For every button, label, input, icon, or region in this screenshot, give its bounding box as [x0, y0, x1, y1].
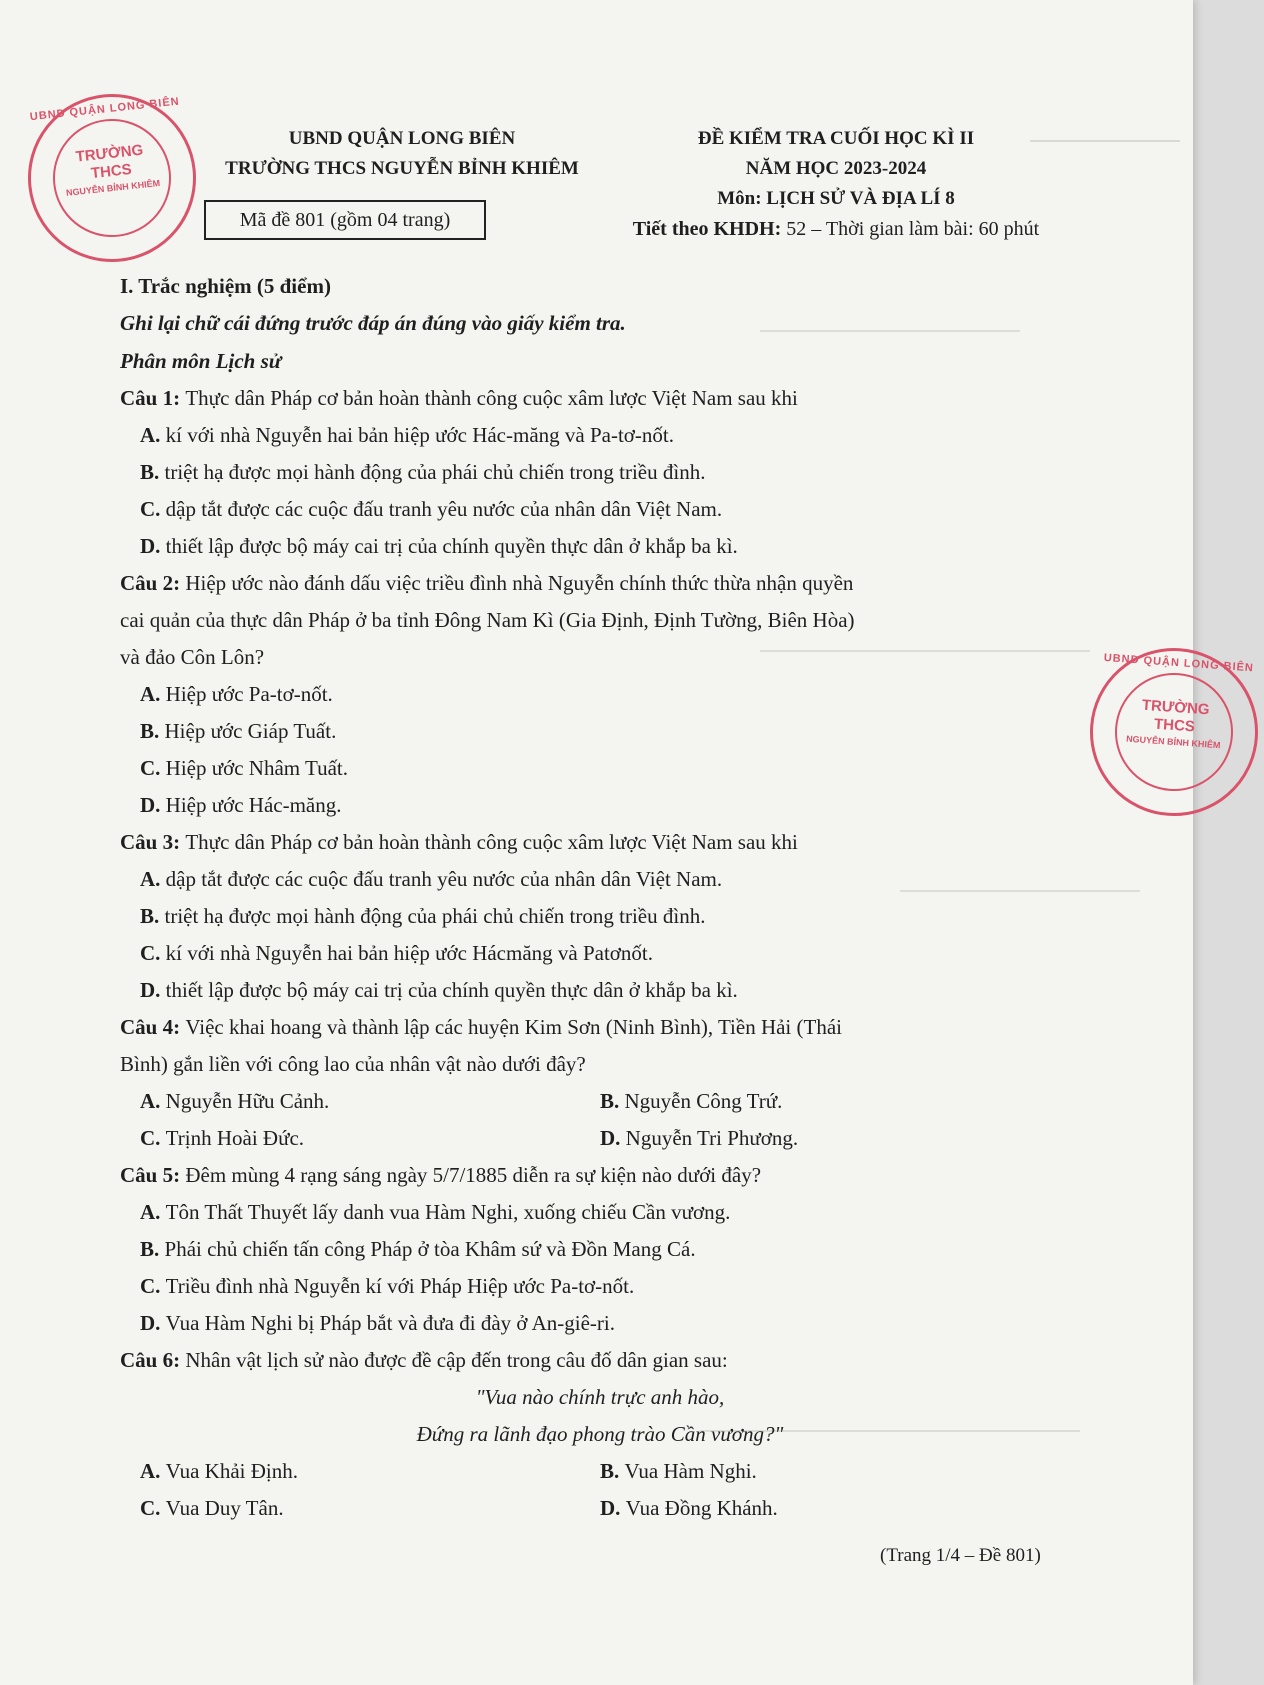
option-letter: B. — [140, 1237, 160, 1261]
option-letter: D. — [140, 793, 161, 817]
option-text: kí với nhà Nguyễn hai bản hiệp ước Hác-măng và Pa-tơ-nốt. — [165, 423, 674, 447]
answer-option — [600, 1083, 782, 1120]
question-text-line: cai quản của thực dân Pháp ở ba tỉnh Đông Nam Kì (Gia Định, Định Tường, Biên Hòa) — [120, 608, 855, 632]
answer-option — [120, 935, 1080, 972]
option-text: Nguyễn Hữu Cảnh. — [165, 1089, 330, 1113]
stamp-line-2: THCS — [90, 160, 133, 183]
option-text: thiết lập được bộ máy cai trị của chính quyền thực dân ở khắp ba kì. — [165, 534, 738, 558]
question-4 — [120, 1009, 1080, 1157]
option-letter: D. — [140, 978, 161, 1002]
option-letter: C. — [140, 1126, 161, 1150]
school-year: NĂM HỌC 2023-2024 — [745, 158, 927, 179]
question-number: Câu 1 : — [120, 386, 185, 410]
answer-option — [600, 1490, 778, 1527]
option-text: Hiệp ước Nhâm Tuất. — [165, 756, 348, 780]
option-letter: B. — [140, 904, 160, 928]
option-letter: D. — [140, 534, 161, 558]
option-letter: A. — [140, 1459, 161, 1483]
answer-row — [120, 1490, 1080, 1527]
question-stem — [120, 824, 1080, 861]
option-letter: C. — [140, 1274, 161, 1298]
option-text: Trịnh Hoài Đức. — [165, 1126, 305, 1150]
answer-row — [120, 1083, 1080, 1120]
option-text: Vua Hàm Nghi. — [624, 1459, 757, 1483]
option-text: Vua Duy Tân. — [165, 1496, 284, 1520]
option-text: triệt hạ được mọi hành động của phái chủ chiến trong triều đình. — [164, 904, 706, 928]
question-stem — [120, 380, 1080, 417]
option-letter: C. — [140, 941, 161, 965]
lesson-time: 52 – Thời gian làm bài: 60 phút — [781, 218, 1040, 240]
option-letter: D. — [600, 1496, 621, 1520]
answer-option — [120, 750, 1080, 787]
subject-name: Môn: LỊCH SỬ VÀ ĐỊA LÍ 8 — [717, 188, 955, 209]
option-text: Nguyễn Công Trứ. — [624, 1089, 783, 1113]
answer-option — [120, 898, 1080, 935]
answer-option — [120, 861, 1080, 898]
question-text: Thực dân Pháp cơ bản hoàn thành công cuộc xâm lược Việt Nam sau khi — [185, 830, 798, 854]
folk-riddle-line: "Vua nào chính trực anh hào, — [475, 1385, 725, 1409]
district-name: UBND QUẬN LONG BIÊN — [288, 128, 516, 149]
stamp-right-line-2: THCS — [1153, 715, 1196, 736]
question-number: Câu 3 : — [120, 830, 185, 854]
answer-option — [120, 417, 1080, 454]
question-3 — [120, 824, 1080, 1009]
exam-header — [586, 124, 1086, 214]
option-letter: B. — [140, 719, 160, 743]
question-number: Câu 6 : — [120, 1348, 185, 1372]
option-text: Hiệp ước Pa-tơ-nốt. — [165, 682, 333, 706]
stamp-right-line-1: TRƯỜNG — [1141, 696, 1211, 719]
lesson-and-time — [586, 218, 1086, 241]
stamp-line-3: NGUYỄN BỈNH KHIÊM — [65, 178, 161, 198]
question-5 — [120, 1157, 1080, 1342]
school-stamp — [20, 86, 205, 271]
exam-code-box: Mã đề 801 (gồm 04 trang) — [204, 200, 486, 240]
question-number: Câu 4 : — [120, 1015, 185, 1039]
option-letter: D. — [600, 1126, 621, 1150]
option-letter: A. — [140, 1089, 161, 1113]
answer-option — [120, 528, 1080, 565]
option-letter: A. — [140, 682, 161, 706]
option-text: Vua Hàm Nghi bị Pháp bắt và đưa đi đày ở An-giê-ri. — [165, 1311, 615, 1335]
option-letter: A. — [140, 1200, 161, 1224]
option-letter: B. — [600, 1089, 620, 1113]
school-name: TRƯỜNG THCS NGUYỄN BỈNH KHIÊM — [225, 158, 579, 179]
question-text: Nhân vật lịch sử nào được đề cập đến trong câu đố dân gian sau: — [185, 1348, 728, 1372]
answer-option — [600, 1120, 798, 1157]
question-stem — [120, 1342, 1080, 1379]
subpart-title: Phân môn Lịch sử — [120, 349, 282, 373]
answer-option — [120, 491, 1080, 528]
option-text: Hiệp ước Giáp Tuất. — [164, 719, 337, 743]
stamp-right-line-3: NGUYỄN BỈNH KHIÊM — [1125, 733, 1221, 751]
option-letter: A. — [140, 867, 161, 891]
option-text: dập tắt được các cuộc đấu tranh yêu nước của nhân dân Việt Nam. — [165, 497, 723, 521]
section-instruction: Ghi lại chữ cái đứng trước đáp án đúng vào giấy kiểm tra. — [120, 311, 626, 335]
answer-option — [120, 1120, 600, 1157]
question-text: Việc khai hoang và thành lập các huyện Kim Sơn (Ninh Bình), Tiền Hải (Thái — [185, 1015, 842, 1039]
option-text: Phái chủ chiến tấn công Pháp ở tòa Khâm sứ và Đồn Mang Cá. — [164, 1237, 696, 1261]
question-text: Thực dân Pháp cơ bản hoàn thành công cuộc xâm lược Việt Nam sau khi — [185, 386, 798, 410]
option-letter: B. — [140, 460, 160, 484]
answer-option — [120, 787, 1080, 824]
option-letter: B. — [600, 1459, 620, 1483]
question-text: Hiệp ước nào đánh dấu việc triều đình nhà Nguyễn chính thức thừa nhận quyền — [185, 571, 854, 595]
answer-option — [120, 1453, 600, 1490]
answer-option — [120, 1490, 600, 1527]
question-1 — [120, 380, 1080, 565]
option-text: Nguyễn Tri Phương. — [625, 1126, 799, 1150]
answer-row — [120, 1453, 1080, 1490]
option-text: Vua Đồng Khánh. — [625, 1496, 778, 1520]
answer-option — [120, 1194, 1080, 1231]
question-text-line: và đảo Côn Lôn? — [120, 645, 265, 669]
answer-option — [120, 1305, 1080, 1342]
question-stem — [120, 1009, 1080, 1046]
stamp-ring-text: UBND QUẬN LONG BIÊN — [29, 95, 181, 124]
answer-option — [120, 454, 1080, 491]
stamp-line-1: TRƯỜNG — [74, 141, 145, 166]
answer-option — [120, 1083, 600, 1120]
option-text: dập tắt được các cuộc đấu tranh yêu nước của nhân dân Việt Nam. — [165, 867, 723, 891]
option-text: triệt hạ được mọi hành động của phái chủ chiến trong triều đình. — [164, 460, 706, 484]
exam-content — [120, 268, 1080, 1527]
option-letter: A. — [140, 423, 161, 447]
option-letter: D. — [140, 1311, 161, 1335]
answer-option — [120, 713, 1080, 750]
answer-row — [120, 1120, 1080, 1157]
option-text: kí với nhà Nguyễn hai bản hiệp ước Hácmăng và Patơnốt. — [165, 941, 653, 965]
school-stamp-right — [1084, 642, 1263, 821]
question-text-line: Bình) gắn liền với công lao của nhân vật nào dưới đây? — [120, 1052, 586, 1076]
option-letter: C. — [140, 497, 161, 521]
option-text: thiết lập được bộ máy cai trị của chính quyền thực dân ở khắp ba kì. — [165, 978, 738, 1002]
answer-option — [120, 1268, 1080, 1305]
option-text: Tôn Thất Thuyết lấy danh vua Hàm Nghi, xuống chiếu Cần vương. — [165, 1200, 731, 1224]
page-footer: (Trang 1/4 – Đề 801) — [880, 1545, 1041, 1566]
answer-option — [120, 1231, 1080, 1268]
option-text: Hiệp ước Hác-măng. — [165, 793, 342, 817]
option-letter: C. — [140, 756, 161, 780]
question-2 — [120, 565, 1080, 824]
answer-option — [120, 972, 1080, 1009]
question-6 — [120, 1342, 1080, 1527]
question-stem — [120, 565, 1080, 602]
folk-riddle-line: Đứng ra lãnh đạo phong trào Cần vương?" — [416, 1422, 784, 1446]
option-text: Triều đình nhà Nguyễn kí với Pháp Hiệp ước Pa-tơ-nốt. — [165, 1274, 635, 1298]
option-text: Vua Khải Định. — [165, 1459, 298, 1483]
answer-option — [600, 1453, 757, 1490]
section-title: I. Trắc nghiệm (5 điểm) — [120, 274, 331, 298]
question-stem — [120, 1157, 1080, 1194]
lesson-prefix: Tiết theo KHDH: — [632, 218, 782, 240]
question-number: Câu 5 : — [120, 1163, 185, 1187]
option-letter: C. — [140, 1496, 161, 1520]
exam-title: ĐỀ KIỂM TRA CUỐI HỌC KÌ II — [697, 128, 975, 149]
school-header — [212, 124, 592, 184]
answer-option — [120, 676, 1080, 713]
question-number: Câu 2 : — [120, 571, 185, 595]
question-text: Đêm mùng 4 rạng sáng ngày 5/7/1885 diễn ra sự kiện nào dưới đây? — [185, 1163, 762, 1187]
stamp-right-ring-text: UBND QUẬN LONG BIÊN — [1103, 651, 1255, 675]
